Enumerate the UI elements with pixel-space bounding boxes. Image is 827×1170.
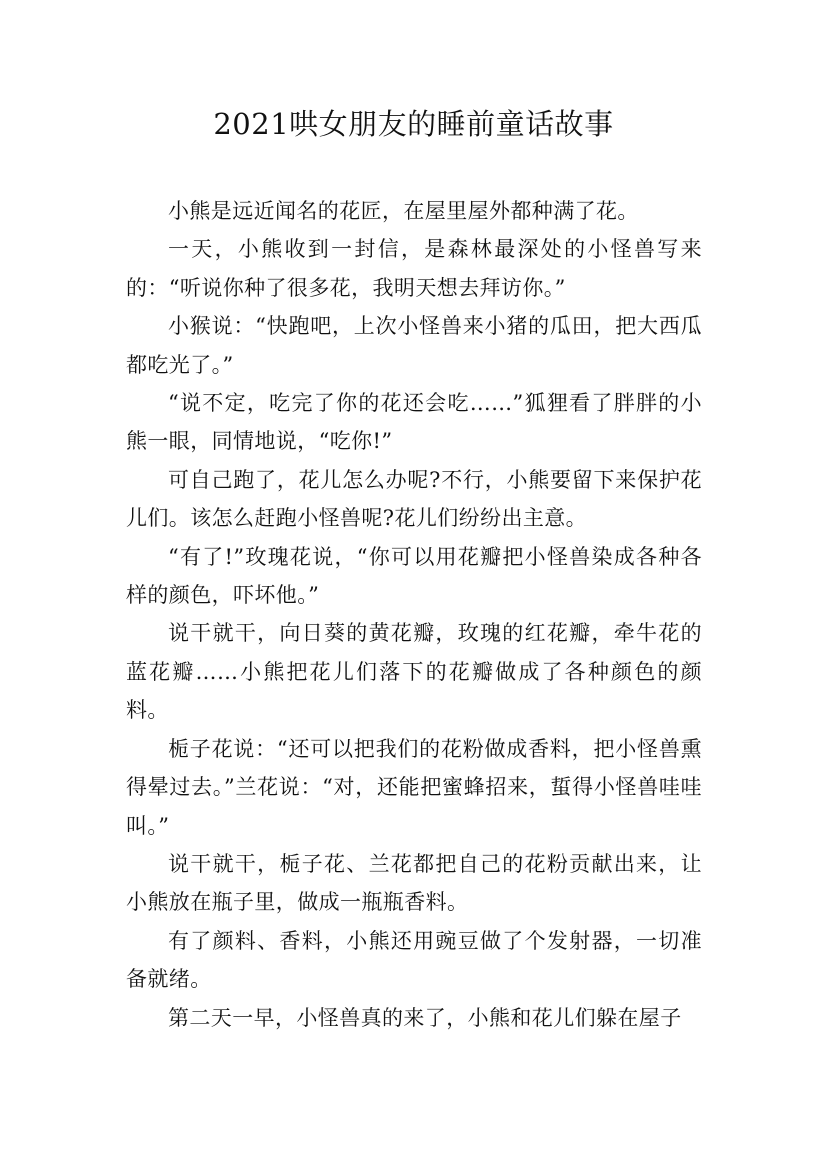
story-body	[126, 192, 702, 1037]
paragraph: “说不定，吃完了你的花还会吃……”狐狸看了胖胖的小熊一眼，同情地说，“吃你!”	[126, 391, 702, 454]
paragraph: 有了颜料、香料，小熊还用豌豆做了个发射器，一切准备就绪。	[126, 928, 702, 992]
paragraph: 栀子花说：“还可以把我们的花粉做成香料，把小怪兽熏得晕过去。”兰花说：“对，还能把蜜蜂招来，蜇得小怪兽哇哇叫。”	[126, 736, 702, 838]
paragraph: 小熊是远近闻名的花匠，在屋里屋外都种满了花。	[168, 199, 639, 223]
paragraph: “有了!”玫瑰花说，“你可以用花瓣把小怪兽染成各种各样的颜色，吓坏他。”	[126, 544, 702, 608]
document-title: 2021哄女朋友的睡前童话故事	[213, 107, 614, 141]
paragraph: 第二天一早，小怪兽真的来了，小熊和花儿们躲在屋子	[168, 1005, 682, 1030]
paragraph: 一天，小熊收到一封信，是森林最深处的小怪兽写来的：“听说你种了很多花，我明天想去拜访你。”	[126, 237, 702, 300]
paragraph: 可自己跑了，花儿怎么办呢?不行，小熊要留下来保护花儿们。该怎么赶跑小怪兽呢?花儿们纷纷出主意。	[126, 467, 702, 531]
paragraph: 说干就干，向日葵的黄花瓣，玫瑰的红花瓣，牵牛花的蓝花瓣……小熊把花儿们落下的花瓣做成了各种颜色的颜料。	[126, 621, 702, 723]
paragraph: 小猴说：“快跑吧，上次小怪兽来小猪的瓜田，把大西瓜都吃光了。”	[126, 314, 702, 377]
paragraph: 说干就干，栀子花、兰花都把自己的花粉贡献出来，让小熊放在瓶子里，做成一瓶瓶香料。	[126, 851, 702, 915]
